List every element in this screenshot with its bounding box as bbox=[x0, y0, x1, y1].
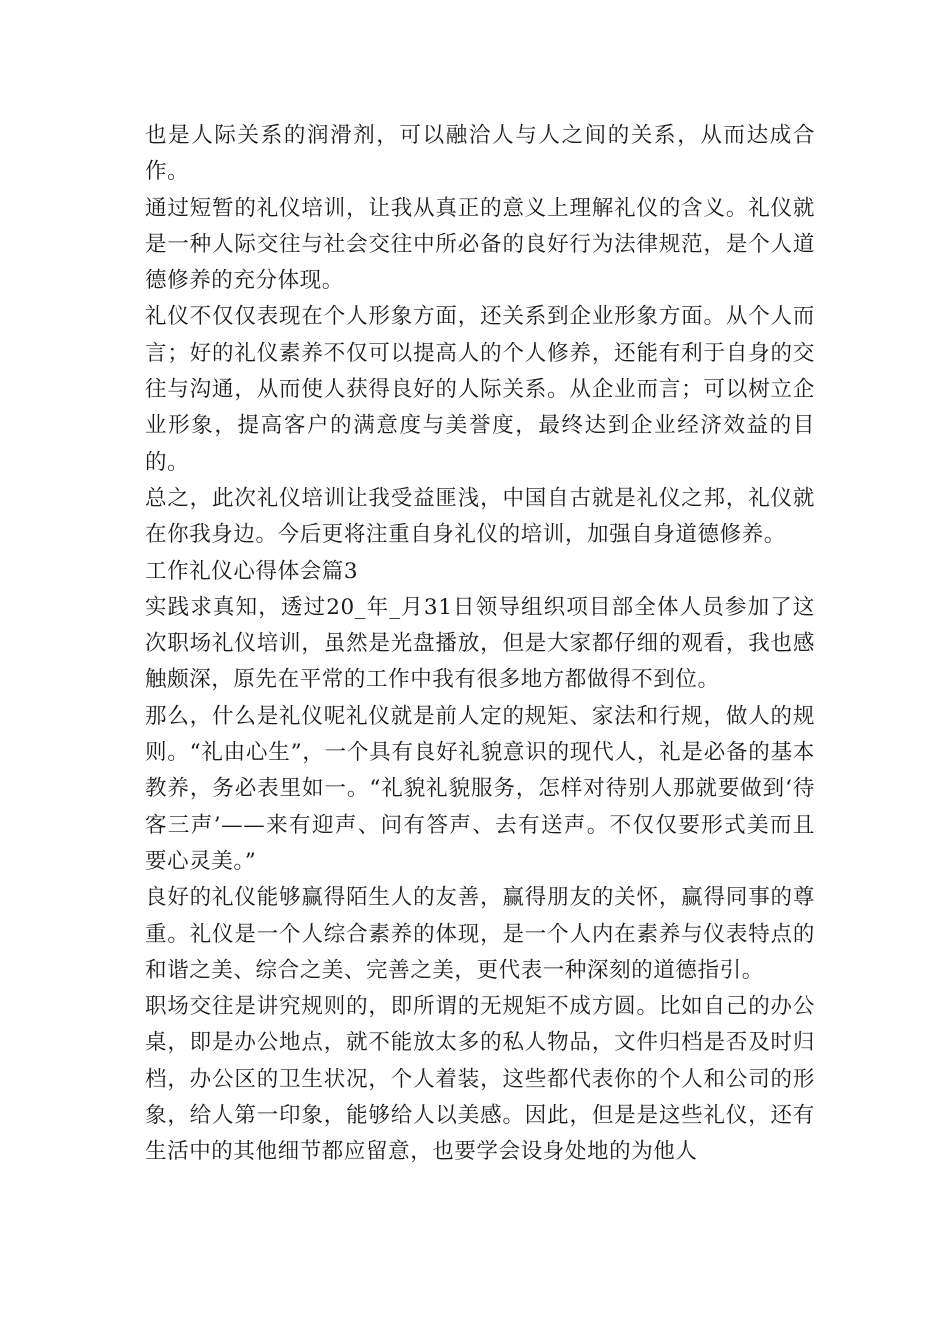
document-body bbox=[145, 118, 815, 1171]
paragraph-summary: 总之，此次礼仪培训让我受益匪浅，中国自古就是礼仪之邦，礼仪就在你我身边。今后更将注重自身礼仪的培训，加强自身道德修养。 bbox=[145, 485, 815, 548]
section-heading: 工作礼仪心得体会篇3 bbox=[145, 558, 359, 584]
paragraph-good-etiquette: 良好的礼仪能够赢得陌生人的友善，赢得朋友的关怀，赢得同事的尊重。礼仪是一个人综合素养的体现，是一个人内在素养与仪表特点的和谐之美、综合之美、完善之美，更代表一种深刻的道德指引。 bbox=[145, 885, 815, 983]
paragraph-training-intro: 实践求真知，透过20_年_月31日领导组织项目部全体人员参加了这次职场礼仪培训，虽然是光盘播放，但是大家都仔细的观看，我也感触颇深，原先在平常的工作中我有很多地方都做得不到位。 bbox=[145, 594, 815, 693]
paragraph-personal-and-corporate-image: 礼仪不仅仅表现在个人形象方面，还关系到企业形象方面。从个人而言；好的礼仪素养不仅可以提高人的个人修养，还能有利于自身的交往与沟通，从而使人获得良好的人际关系。从企业而言；可以树立企业形象，提高客户的满意度与美誉度，最终达到企业经济效益的目的。 bbox=[145, 304, 815, 475]
paragraph-what-is-etiquette: 那么，什么是礼仪呢礼仪就是前人定的规矩、家法和行规，做人的规则。“礼由心生”，一个具有良好礼貌意识的现代人，礼是必备的基本教养，务必表里如一。“礼貌礼貌服务，怎样对待别人那就要做到‘待客三声’——来有迎声、问有答声、去有送声。不仅仅要形式美而且要心灵美。” bbox=[145, 703, 815, 874]
paragraph-workplace-rules: 职场交往是讲究规则的，即所谓的无规矩不成方圆。比如自己的办公桌，即是办公地点，就不能放太多的私人物品，文件归档是否及时归档，办公区的卫生状况，个人着装，这些都代表你的个人和公司的形象，给人第一印象，能够给人以美感。因此，但是是这些礼仪，还有生活中的其他细节都应留意，也要学会设身处地的为他人 bbox=[145, 994, 815, 1165]
paragraph-etiquette-meaning: 通过短暂的礼仪培训，让我从真正的意义上理解礼仪的含义。礼仪就是一种人际交往与社会交往中所必备的良好行为法律规范，是个人道德修养的充分体现。 bbox=[145, 195, 815, 294]
paragraph-lubricant-conclusion: 也是人际关系的润滑剂，可以融洽人与人之间的关系，从而达成合作。 bbox=[145, 123, 815, 185]
